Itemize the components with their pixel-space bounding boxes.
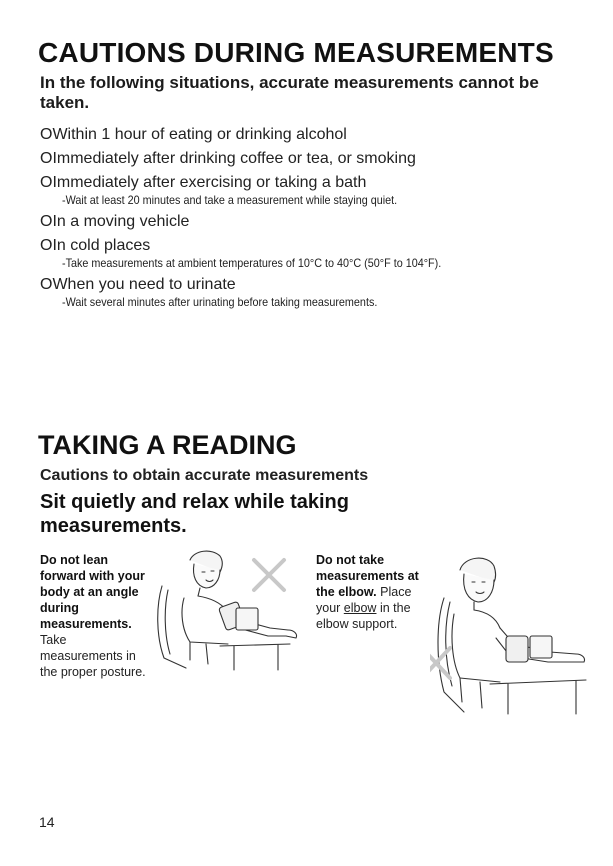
- caution-note: -Wait several minutes after urinating before taking measurements.: [62, 295, 378, 309]
- elbow-advice-end: in the elbow support.: [316, 601, 411, 631]
- caution-text: OImmediately after exercising or taking a bath: [40, 174, 367, 191]
- posture-instruction: [40, 552, 152, 680]
- caution-text: OImmediately after drinking coffee or tea, or smoking: [40, 150, 416, 167]
- caution-text: OIn a moving vehicle: [40, 213, 190, 230]
- elbow-cuff-illustration: [430, 552, 590, 720]
- elbow-advice-start: Place your: [316, 585, 412, 615]
- section-title-reading: TAKING A READING: [38, 430, 297, 460]
- section-title-cautions: CAUTIONS DURING MEASUREMENTS: [38, 37, 554, 68]
- list-item: [40, 235, 600, 270]
- reading-headline: Sit quietly and relax while taking measurements.: [40, 491, 349, 537]
- list-item: [40, 124, 600, 146]
- caution-note: -Wait at least 20 minutes and take a measurement while staying quiet.: [62, 193, 398, 207]
- posture-warning: Do not lean forward with your body at an angle during measurements.: [40, 553, 145, 631]
- section-subtitle-reading: Cautions to obtain accurate measurements: [40, 467, 369, 484]
- list-item: [40, 211, 600, 233]
- section-subtitle-cautions: In the following situations, accurate measurements cannot be taken.: [40, 73, 539, 112]
- elbow-warning: Do not take measurements at the elbow.: [316, 553, 419, 599]
- page-number: 14: [39, 814, 55, 830]
- caution-text: OWithin 1 hour of eating or drinking alcohol: [40, 126, 347, 143]
- list-item: [40, 148, 600, 170]
- posture-advice: Take measurements in the proper posture.: [40, 633, 146, 679]
- caution-note: -Take measurements at ambient temperatures of 10°C to 40°C (50°F to 104°F).: [62, 256, 442, 270]
- caution-text: OWhen you need to urinate: [40, 276, 236, 293]
- cautions-list: [40, 124, 600, 313]
- elbow-instruction: [316, 552, 434, 632]
- caution-text: OIn cold places: [40, 237, 151, 254]
- elbow-underlined-word: elbow: [343, 601, 377, 615]
- list-item: [40, 274, 600, 309]
- leaning-forward-illustration: [150, 546, 302, 672]
- list-item: [40, 172, 600, 207]
